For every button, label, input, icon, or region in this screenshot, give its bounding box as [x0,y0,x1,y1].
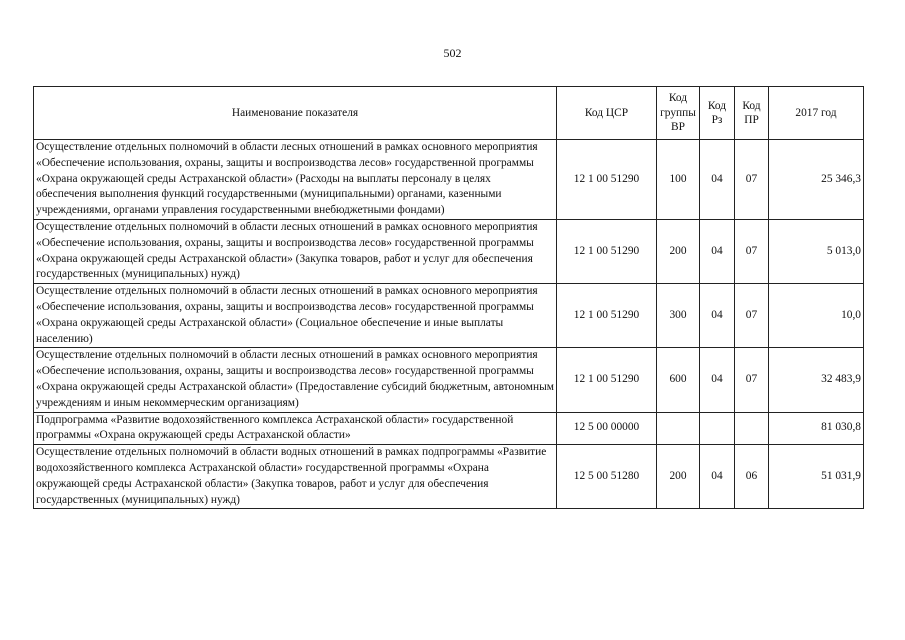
row-rz: 04 [700,140,735,220]
row-amount: 81 030,8 [769,412,864,445]
row-pr: 06 [735,445,769,509]
row-vr: 600 [657,348,700,412]
budget-table [33,86,864,509]
row-name: Осуществление отдельных полномочий в области лесных отношений в рамках основного мероприятия «Обеспечение использования, охраны, защиты и воспроизводства лесов» государственной программы «Охрана окружающей среды Астраханской области» (Социальное обеспечение и иные выплаты населению) [34,284,557,348]
row-rz: 04 [700,348,735,412]
row-rz: 04 [700,284,735,348]
row-vr: 100 [657,140,700,220]
header-csr: Код ЦСР [557,87,657,140]
row-csr: 12 1 00 51290 [557,219,657,283]
row-csr: 12 1 00 51290 [557,284,657,348]
header-vr: Код группы ВР [657,87,700,140]
row-amount: 10,0 [769,284,864,348]
table-row [34,412,864,445]
row-name: Осуществление отдельных полномочий в области лесных отношений в рамках основного мероприятия «Обеспечение использования, охраны, защиты и воспроизводства лесов» государственной программы «Охрана окружающей среды Астраханской области» (Закупка товаров, работ и услуг для обеспечения государственных (муниципальных) нужд) [34,219,557,283]
row-vr: 200 [657,445,700,509]
row-vr [657,412,700,445]
row-pr [735,412,769,445]
row-csr: 12 5 00 51280 [557,445,657,509]
row-name: Осуществление отдельных полномочий в области лесных отношений в рамках основного мероприятия «Обеспечение использования, охраны, защиты и воспроизводства лесов» государственной программы «Охрана окружающей среды Астраханской области» (Предоставление субсидий бюджетным, автономным учреждениям и иным некоммерческим организациям) [34,348,557,412]
row-rz: 04 [700,219,735,283]
row-amount: 32 483,9 [769,348,864,412]
table-row [34,284,864,348]
table-row [34,348,864,412]
table-header-row [34,87,864,140]
header-pr: Код ПР [735,87,769,140]
row-csr: 12 5 00 00000 [557,412,657,445]
row-name: Подпрограмма «Развитие водохозяйственного комплекса Астраханской области» государственной программы «Охрана окружающей среды Астраханской области» [34,412,557,445]
row-rz: 04 [700,445,735,509]
page-number: 502 [443,46,462,60]
header-name: Наименование показателя [34,87,557,140]
header-rz: Код Рз [700,87,735,140]
row-csr: 12 1 00 51290 [557,348,657,412]
row-pr: 07 [735,140,769,220]
row-rz [700,412,735,445]
row-amount: 51 031,9 [769,445,864,509]
row-name: Осуществление отдельных полномочий в области водных отношений в рамках подпрограммы «Развитие водохозяйственного комплекса Астраханской области» государственной программы «Охрана окружающей среды Астраханской области» (Закупка товаров, работ и услуг для обеспечения государственных (муниципальных) нужд) [34,445,557,509]
row-pr: 07 [735,284,769,348]
row-name: Осуществление отдельных полномочий в области лесных отношений в рамках основного мероприятия «Обеспечение использования, охраны, защиты и воспроизводства лесов» государственной программы «Охрана окружающей среды Астраханской области» (Расходы на выплаты персоналу в целях обеспечения выполнения функций государственными (муниципальными) органами, казенными учреждениями, органами управления государственными внебюджетными фондами) [34,140,557,220]
row-vr: 200 [657,219,700,283]
header-year: 2017 год [769,87,864,140]
table-row [34,445,864,509]
row-pr: 07 [735,348,769,412]
row-pr: 07 [735,219,769,283]
table-row [34,140,864,220]
row-vr: 300 [657,284,700,348]
row-amount: 25 346,3 [769,140,864,220]
row-csr: 12 1 00 51290 [557,140,657,220]
row-amount: 5 013,0 [769,219,864,283]
table-row [34,219,864,283]
